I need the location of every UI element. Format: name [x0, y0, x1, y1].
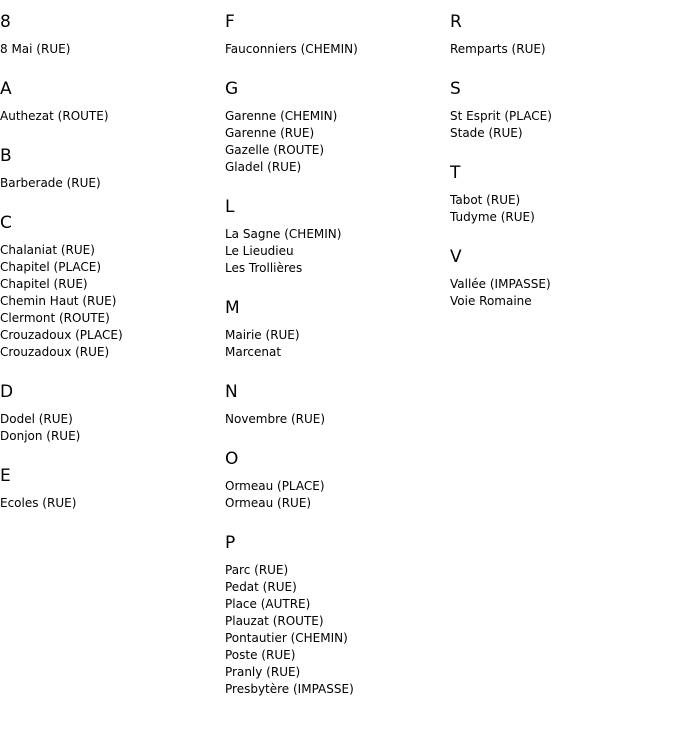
letter-group: [450, 246, 672, 310]
index-column-2: [225, 11, 447, 718]
letter-group: [225, 448, 447, 512]
street-link[interactable]: Chemin Haut (RUE): [0, 294, 117, 308]
street-list: [0, 495, 222, 512]
letter-group: [0, 465, 222, 512]
street-link[interactable]: La Sagne (CHEMIN): [225, 227, 342, 241]
street-link[interactable]: Garenne (CHEMIN): [225, 109, 338, 123]
letter-group: [450, 162, 672, 226]
street-link[interactable]: Fauconniers (CHEMIN): [225, 42, 358, 56]
letter-heading: B: [0, 146, 12, 166]
street-link[interactable]: Ormeau (RUE): [225, 496, 312, 510]
letter-heading: G: [225, 79, 239, 99]
letter-group: [225, 297, 447, 361]
letter-heading: T: [450, 163, 461, 183]
street-list: [225, 226, 447, 277]
letter-heading: D: [0, 382, 14, 402]
letter-group: [450, 78, 672, 142]
street-link[interactable]: Clermont (ROUTE): [0, 311, 110, 325]
street-list: [0, 242, 222, 361]
letter-heading: A: [0, 79, 12, 99]
letter-heading: L: [225, 197, 235, 217]
street-list: [225, 41, 447, 58]
street-list: [225, 562, 447, 698]
street-link[interactable]: Voie Romaine: [450, 294, 532, 308]
street-list: [225, 327, 447, 361]
street-list: [0, 41, 222, 58]
street-link[interactable]: Les Trollières: [225, 261, 303, 275]
street-link[interactable]: Plauzat (ROUTE): [225, 614, 324, 628]
letter-group: [0, 11, 222, 58]
street-link[interactable]: Remparts (RUE): [450, 42, 546, 56]
letter-group: [225, 78, 447, 176]
street-link[interactable]: Parc (RUE): [225, 563, 289, 577]
street-link[interactable]: Pedat (RUE): [225, 580, 297, 594]
street-link[interactable]: Mairie (RUE): [225, 328, 300, 342]
street-link[interactable]: Presbytère (IMPASSE): [225, 682, 354, 696]
street-link[interactable]: Garenne (RUE): [225, 126, 315, 140]
street-list: [450, 276, 672, 310]
street-link[interactable]: Pontautier (CHEMIN): [225, 631, 348, 645]
street-link[interactable]: Chapitel (RUE): [0, 277, 88, 291]
street-link[interactable]: Chapitel (PLACE): [0, 260, 102, 274]
street-list: [450, 192, 672, 226]
letter-group: [0, 212, 222, 361]
street-link[interactable]: Chalaniat (RUE): [0, 243, 95, 257]
letter-heading: C: [0, 213, 12, 233]
index-column-3: [450, 11, 672, 330]
letter-group: [0, 145, 222, 192]
street-link[interactable]: Gazelle (ROUTE): [225, 143, 325, 157]
street-link[interactable]: Barberade (RUE): [0, 176, 101, 190]
letter-heading: S: [450, 79, 461, 99]
letter-heading: V: [450, 247, 462, 267]
street-list: [0, 175, 222, 192]
letter-group: [225, 11, 447, 58]
letter-group: [450, 11, 672, 58]
street-link[interactable]: Le Lieudieu: [225, 244, 294, 258]
street-link[interactable]: 8 Mai (RUE): [0, 42, 71, 56]
street-link[interactable]: Vallée (IMPASSE): [450, 277, 551, 291]
street-link[interactable]: St Esprit (PLACE): [450, 109, 552, 123]
street-link[interactable]: Crouzadoux (RUE): [0, 345, 110, 359]
letter-heading: N: [225, 382, 238, 402]
letter-heading: P: [225, 533, 236, 553]
street-link[interactable]: Poste (RUE): [225, 648, 296, 662]
street-link[interactable]: Gladel (RUE): [225, 160, 302, 174]
street-link[interactable]: Marcenat: [225, 345, 282, 359]
street-link[interactable]: Authezat (ROUTE): [0, 109, 109, 123]
street-link[interactable]: Crouzadoux (PLACE): [0, 328, 123, 342]
letter-group: [225, 532, 447, 698]
letter-heading: O: [225, 449, 239, 469]
letter-group: [225, 381, 447, 428]
street-link[interactable]: Dodel (RUE): [0, 412, 73, 426]
street-link[interactable]: Place (AUTRE): [225, 597, 311, 611]
street-list: [450, 108, 672, 142]
street-link[interactable]: Pranly (RUE): [225, 665, 301, 679]
street-list: [450, 41, 672, 58]
street-link[interactable]: Novembre (RUE): [225, 412, 326, 426]
street-link[interactable]: Ecoles (RUE): [0, 496, 77, 510]
letter-heading: E: [0, 466, 11, 486]
street-list: [0, 411, 222, 445]
letter-heading: R: [450, 12, 462, 32]
index-column-1: [0, 11, 222, 532]
street-link[interactable]: Tudyme (RUE): [450, 210, 535, 224]
letter-heading: 8: [0, 12, 11, 32]
letter-heading: F: [225, 12, 235, 32]
street-link[interactable]: Stade (RUE): [450, 126, 523, 140]
street-link[interactable]: Tabot (RUE): [450, 193, 521, 207]
letter-heading: M: [225, 298, 240, 318]
street-link[interactable]: Ormeau (PLACE): [225, 479, 325, 493]
letter-group: [0, 381, 222, 445]
letter-group: [225, 196, 447, 277]
street-list: [225, 478, 447, 512]
street-list: [225, 108, 447, 176]
street-link[interactable]: Donjon (RUE): [0, 429, 81, 443]
letter-group: [0, 78, 222, 125]
street-list: [0, 108, 222, 125]
street-list: [225, 411, 447, 428]
